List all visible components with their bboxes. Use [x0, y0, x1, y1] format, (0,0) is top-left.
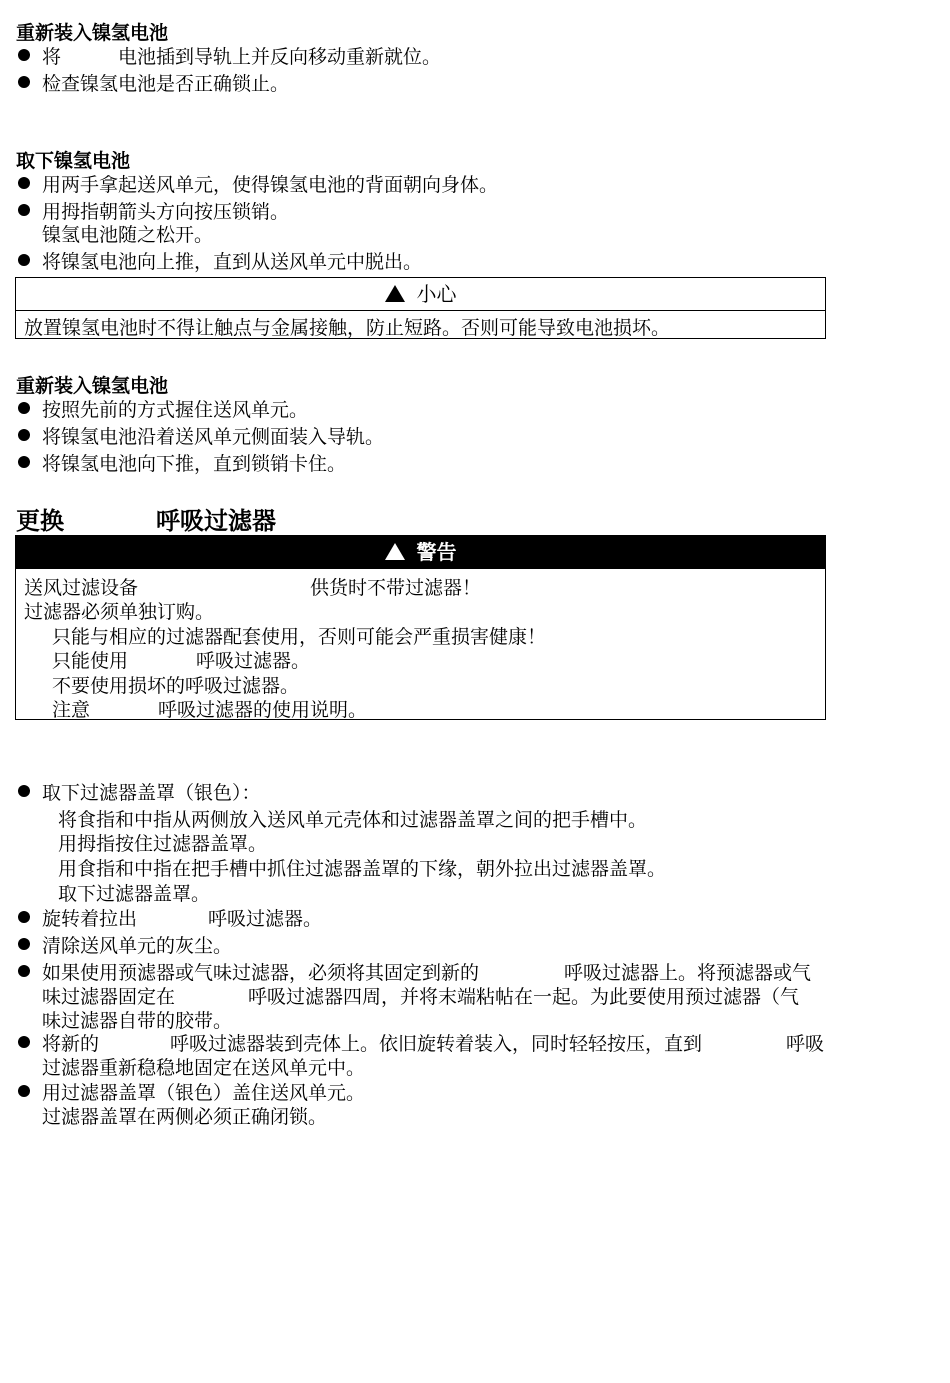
section-title-replace-filter-a: 更换	[16, 506, 64, 535]
warning-triangle-icon	[385, 543, 405, 560]
list-item: 如果使用预滤器或气味过滤器，必须将其固定到新的	[42, 962, 480, 984]
sub-step: 取下过滤器盖罩。	[58, 883, 211, 905]
bullet-icon	[18, 254, 30, 266]
list-item: 呼吸过滤器装到壳体上。依旧旋转着装入，同时轻轻按压，直到	[170, 1033, 703, 1055]
caution-box	[15, 277, 826, 339]
list-item-continuation: 呼吸过滤器四周，并将末端粘帖在一起。为此要使用预过滤器（气	[248, 986, 800, 1008]
warning-line: 只能使用	[52, 650, 129, 672]
list-item-continuation: 过滤器重新稳稳地固定在送风单元中。	[42, 1057, 366, 1079]
list-item-continuation: 味过滤器固定在	[42, 986, 176, 1008]
list-item: 用拇指朝箭头方向按压锁销。	[42, 201, 290, 223]
sub-step: 用食指和中指在把手槽中抓住过滤器盖罩的下缘，朝外拉出过滤器盖罩。	[58, 858, 667, 880]
sub-step: 将食指和中指从两侧放入送风单元壳体和过滤器盖罩之间的把手槽中。	[58, 809, 648, 831]
list-item: 清除送风单元的灰尘。	[42, 935, 233, 957]
list-item: 按照先前的方式握住送风单元。	[42, 399, 309, 421]
warning-line: 呼吸过滤器。	[196, 650, 311, 672]
bullet-icon	[18, 965, 30, 977]
list-item: 将镍氢电池向下推，直到锁销卡住。	[42, 453, 347, 475]
section-title-replace-filter-b: 呼吸过滤器	[156, 506, 276, 535]
list-item: 检查镍氢电池是否正确锁止。	[42, 73, 290, 95]
caution-title: 小心	[416, 282, 457, 306]
bullet-icon	[18, 911, 30, 923]
bullet-icon	[18, 402, 30, 414]
list-item-continuation: 过滤器盖罩在两侧必须正确闭锁。	[42, 1106, 328, 1128]
section-title-reinstall-battery-2: 重新装入镍氢电池	[16, 375, 169, 397]
section-title-remove-battery: 取下镍氢电池	[16, 150, 131, 172]
list-item: 呼吸	[786, 1033, 825, 1055]
list-item-continuation: 镍氢电池随之松开。	[42, 224, 214, 246]
bullet-icon	[18, 1036, 30, 1048]
list-item: 电池插到导轨上并反向移动重新就位。	[118, 46, 442, 68]
list-item: 将	[42, 46, 62, 68]
warning-line: 不要使用损坏的呼吸过滤器。	[52, 675, 300, 697]
list-item: 呼吸过滤器上。将预滤器或气	[564, 962, 812, 984]
bullet-icon	[18, 204, 30, 216]
bullet-icon	[18, 429, 30, 441]
warning-triangle-icon	[385, 285, 405, 302]
list-item: 将新的	[42, 1033, 100, 1055]
list-item: 取下过滤器盖罩（银色）：	[42, 782, 261, 804]
list-item: 用过滤器盖罩（银色）盖住送风单元。	[42, 1082, 366, 1104]
bullet-icon	[18, 938, 30, 950]
warning-line: 送风过滤设备	[24, 577, 139, 599]
bullet-icon	[18, 1085, 30, 1097]
bullet-icon	[18, 76, 30, 88]
bullet-icon	[18, 177, 30, 189]
warning-line: 注意	[52, 699, 91, 721]
warning-line: 呼吸过滤器的使用说明。	[158, 699, 368, 721]
list-item: 呼吸过滤器。	[208, 908, 323, 930]
list-item-continuation: 味过滤器自带的胶带。	[42, 1010, 233, 1032]
warning-line: 只能与相应的过滤器配套使用，否则可能会严重损害健康！	[52, 626, 547, 648]
warning-line: 过滤器必须单独订购。	[24, 601, 215, 623]
list-item: 旋转着拉出	[42, 908, 138, 930]
bullet-icon	[18, 785, 30, 797]
bullet-icon	[18, 49, 30, 61]
caution-text: 放置镍氢电池时不得让触点与金属接触，防止短路。否则可能导致电池损坏。	[24, 317, 671, 339]
warning-title: 警告	[416, 540, 457, 564]
list-item: 用两手拿起送风单元，使得镍氢电池的背面朝向身体。	[42, 174, 499, 196]
section-title-reinstall-battery: 重新装入镍氢电池	[16, 22, 169, 44]
sub-step: 用拇指按住过滤器盖罩。	[58, 833, 268, 855]
warning-box	[15, 535, 826, 720]
list-item: 将镍氢电池向上推，直到从送风单元中脱出。	[42, 251, 423, 273]
caution-header	[16, 278, 825, 311]
warning-line: 供货时不带过滤器！	[310, 577, 482, 599]
bullet-icon	[18, 456, 30, 468]
warning-header	[16, 536, 825, 569]
list-item: 将镍氢电池沿着送风单元侧面装入导轨。	[42, 426, 385, 448]
